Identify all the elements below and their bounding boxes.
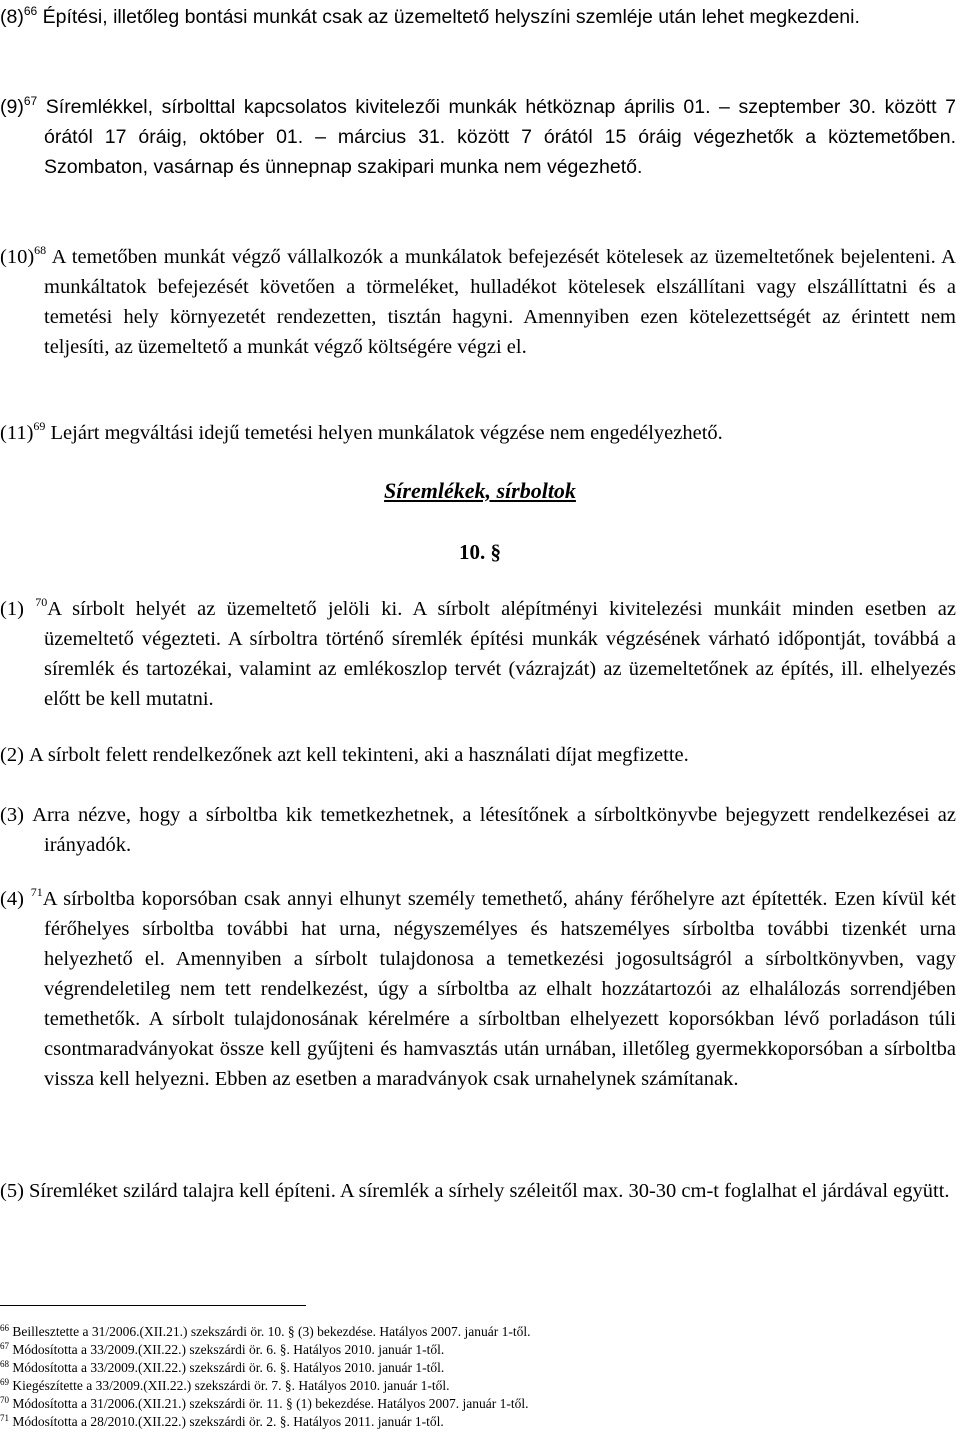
footnote-ref[interactable]: 71 bbox=[30, 885, 43, 900]
item-text: A sírbolt felett rendelkezőnek azt kell tekinteni, aki a használati díjat megfizette. bbox=[29, 744, 689, 766]
footnote-number: 71 bbox=[0, 1412, 9, 1423]
footnote-ref[interactable]: 70 bbox=[35, 595, 48, 610]
footnote-ref[interactable]: 66 bbox=[23, 3, 38, 18]
item-text: A sírbolt helyét az üzemeltető jelöli ki. A sírbolt alépítményi kivitelezési munkáit minden esetben az üzemeltető végezteti. A sírboltra történő síremlék építési munkák végzésének várható időpontját, továbbá a síremlék és tartozékai, valamint az emlékoszlop tervét (vázrajzát) az üzemeltetőnek az építés, ill. elhelyezés előtt be kell mutatni. bbox=[44, 598, 956, 710]
footnote-text: Módosította a 28/2010.(XII.22.) szekszárdi ör. 2. §. Hatályos 2011. január 1-től. bbox=[9, 1414, 444, 1429]
paragraph-text: Lejárt megváltási idejű temetési helyen munkálatok végzése nem engedélyezhető. bbox=[45, 422, 723, 444]
footnote-text: Kiegészítette a 33/2009.(XII.22.) szekszárdi ör. 7. §. Hatályos 2010. január 1-től. bbox=[9, 1378, 450, 1393]
item-text: A sírboltba koporsóban csak annyi elhunyt személy temethető, ahány férőhelyre azt építették. Ezen kívül két férőhelyes sírboltba további hat urna, négyszemélyes és hatszemélyes sírboltba további tizenkét urna helyezhető el. Amennyiben a sírbolt tulajdonosa a temetkezési jogosultságról a sírboltkönyvben, vagy végrendeletileg nem tett rendelkezést, úgy a sírboltba az elhalt hozzátartozói az elhalálozás sorrendjében temethetők. A sírbolt tulajdonosának kérelmére a sírboltban elhelyezett koporsókban lévő porladáson túli csontmaradványokat össze kell gyűjteni és hamvasztás után urnában, illetőleg gyermekkoporsóban a sírboltba vissza kell helyezni. Ebben az esetben a maradványok csak urnahelynek számítanak. bbox=[42, 888, 957, 1090]
footnote-divider bbox=[0, 1305, 306, 1306]
footnote-ref[interactable]: 69 bbox=[33, 419, 46, 434]
footnote-text: Beillesztette a 31/2006.(XII.21.) szekszárdi ör. 10. § (3) bekezdése. Hatályos 2007. január 1-től. bbox=[9, 1324, 531, 1339]
footnote-text: Módosította a 31/2006.(XII.21.) szekszárdi ör. 11. § (1) bekezdése. Hatályos 2007. január 1-től. bbox=[9, 1396, 529, 1411]
item-4 bbox=[0, 884, 956, 1094]
footnote-71 bbox=[0, 1413, 444, 1430]
paragraph-11 bbox=[0, 418, 956, 448]
item-label: (1) bbox=[0, 598, 24, 620]
footnote-text: Módosította a 33/2009.(XII.22.) szekszárdi ör. 6. §. Hatályos 2010. január 1-től. bbox=[9, 1342, 445, 1357]
item-5 bbox=[0, 1176, 956, 1206]
footnote-ref[interactable]: 68 bbox=[34, 243, 47, 258]
paragraph-label: (9) bbox=[0, 96, 24, 118]
item-text: Arra nézve, hogy a sírboltba kik temetkezhetnek, a létesítőnek a sírboltkönyvbe bejegyzett rendelkezései az irányadók. bbox=[32, 804, 956, 856]
item-label: (3) bbox=[0, 804, 24, 826]
footnote-70 bbox=[0, 1395, 529, 1412]
section-title: Síremlékek, sírboltok bbox=[384, 478, 576, 503]
item-2 bbox=[0, 740, 956, 770]
item-label: (4) bbox=[0, 888, 24, 910]
item-3 bbox=[0, 800, 956, 860]
footnote-number: 69 bbox=[0, 1376, 9, 1387]
footnote-66 bbox=[0, 1323, 530, 1340]
paragraph-9 bbox=[0, 92, 956, 182]
paragraph-text: Síremlékkel, sírbolttal kapcsolatos kivitelezői munkák hétköznap április 01. – szeptember 30. között 7 órától 17 óráig, október 01. – március 31. között 7 órától 15 óráig végezhetők a köztemetőben. Szombaton, vasárnap és ünnepnap szakipari munka nem végezhető. bbox=[37, 96, 956, 178]
paragraph-text: A temetőben munkát végző vállalkozók a munkálatok befejezését kötelesek az üzemeltetőnek bejelenteni. A munkáltatok befejezését követően a törmeléket, hulladékot kötelesek elszállítani vagy elszállíttatni és a temetési hely környezetét rendezetten, tisztán hagyni. Amennyiben ezen kötelezettségét az érintett nem teljesíti, az üzemeltető a munkát végző költségére végzi el. bbox=[44, 246, 956, 358]
item-text: Síremléket szilárd talajra kell építeni. A síremlék a sírhely széleitől max. 30-30 cm-t foglalhat el járdával együtt. bbox=[29, 1180, 950, 1202]
footnote-text: Módosította a 33/2009.(XII.22.) szekszárdi ör. 6. §. Hatályos 2010. január 1-től. bbox=[9, 1360, 445, 1375]
footnote-ref[interactable]: 67 bbox=[23, 93, 38, 108]
footnote-68 bbox=[0, 1359, 444, 1376]
footnote-67 bbox=[0, 1341, 444, 1358]
footnote-number: 68 bbox=[0, 1358, 9, 1369]
footnote-69 bbox=[0, 1377, 450, 1394]
item-1 bbox=[0, 594, 956, 714]
paragraph-10 bbox=[0, 242, 956, 362]
paragraph-8 bbox=[0, 2, 956, 32]
section-number: 10. § bbox=[459, 540, 501, 564]
paragraph-text: Építési, illetőleg bontási munkát csak az üzemeltető helyszíni szemléje után lehet megkezdeni. bbox=[37, 6, 860, 28]
footnote-number: 67 bbox=[0, 1340, 9, 1351]
paragraph-label: (10) bbox=[0, 246, 35, 268]
paragraph-label: (11) bbox=[0, 422, 34, 444]
item-label: (2) bbox=[0, 744, 24, 766]
footnote-number: 66 bbox=[0, 1322, 9, 1333]
item-label: (5) bbox=[0, 1180, 24, 1202]
footnote-number: 70 bbox=[0, 1394, 9, 1405]
paragraph-label: (8) bbox=[0, 6, 24, 28]
